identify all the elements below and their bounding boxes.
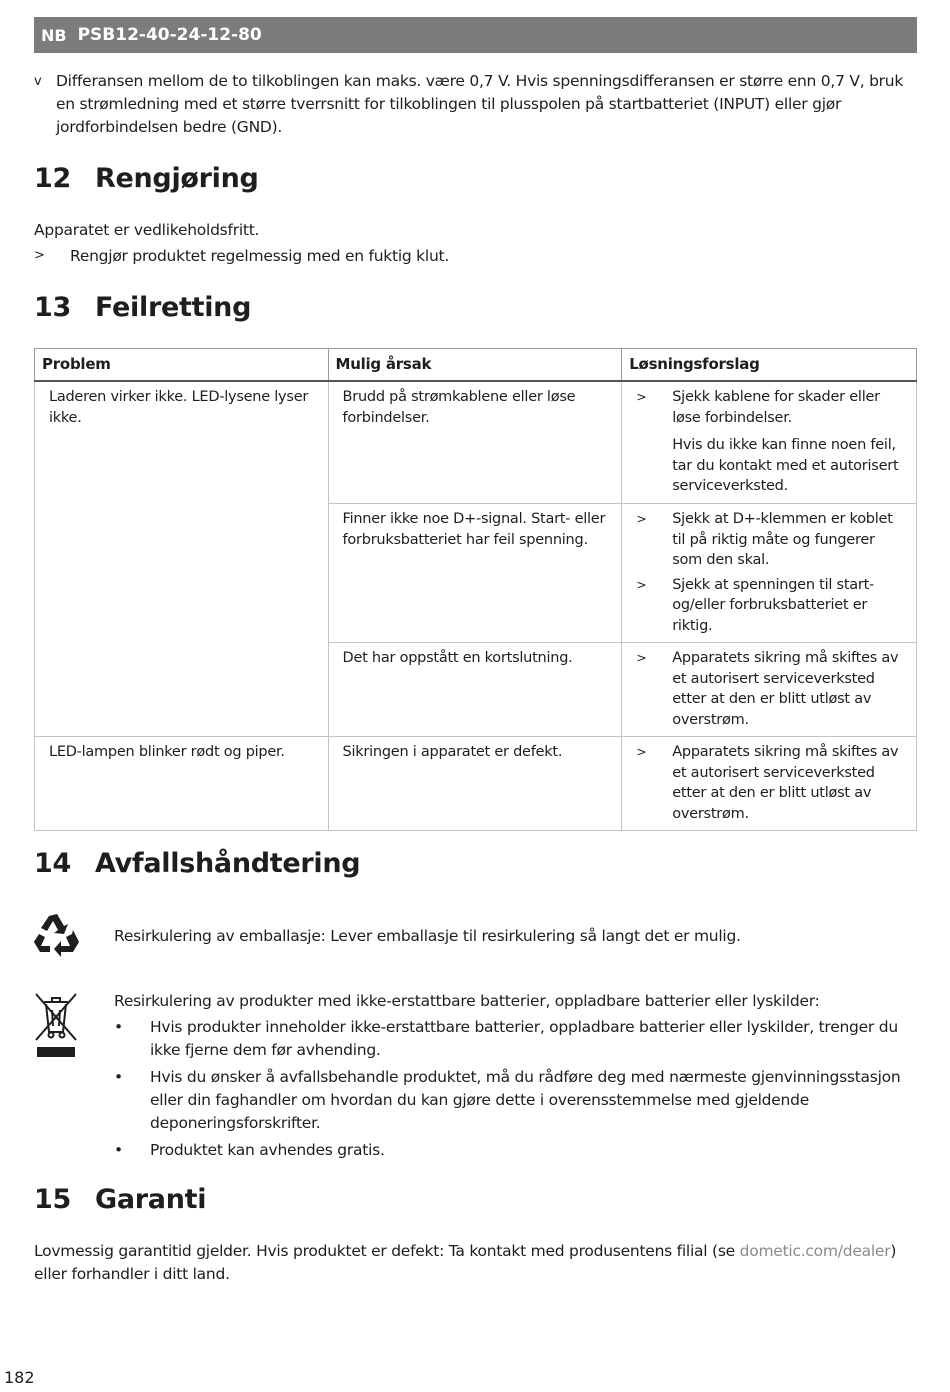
solution-text: Sjekk at spenningen til start- og/eller forbruksbatteriet er riktig.	[672, 576, 875, 634]
problem-cell: Laderen virker ikke. LED-lysene lyser ikke.	[35, 381, 329, 737]
solution-item	[636, 575, 902, 637]
header-problem: Problem	[35, 349, 329, 382]
recycle-packaging-text: Resirkulering av emballasje: Lever emballasje til resirkulering så langt det er mulig.	[114, 927, 741, 945]
intro-paragraph	[34, 70, 914, 139]
list-item	[114, 1139, 914, 1162]
header-bar	[34, 17, 917, 53]
intro-text: Differansen mellom de to tilkoblingen kan maks. være 0,7 V. Hvis spenningsdifferansen er større enn 0,7 V, bruk en strømledning med et større tverrsnitt for tilkoblingen til plusspolen på startbatteriet (INPUT) eller gjør jordforbindelsen bedre (GND).	[56, 72, 904, 136]
weee-bullet-list	[114, 1016, 914, 1166]
solution-note: Hvis du ikke kan finne noen feil, tar du kontakt med et autorisert serviceverksted.	[672, 437, 899, 494]
solution-item	[636, 648, 902, 730]
section-number: 14	[34, 848, 71, 879]
cause-cell: Brudd på strømkablene eller løse forbindelser.	[328, 381, 622, 504]
maintenance-text: Apparatet er vedlikeholdsfritt.	[34, 221, 260, 239]
dealer-link[interactable]: dometic.com/dealer	[739, 1242, 891, 1260]
section-title: Feilretting	[95, 292, 252, 323]
list-item	[114, 1066, 914, 1135]
solution-arrow: >	[636, 744, 647, 759]
table-row	[35, 737, 917, 831]
recycle-icon	[33, 912, 81, 958]
header-cause: Mulig årsak	[328, 349, 622, 382]
solution-cell	[622, 643, 917, 737]
warranty-text	[34, 1240, 914, 1286]
header-solution: Løsningsforslag	[622, 349, 917, 382]
solution-text: Apparatets sikring må skiftes av et autorisert serviceverksted etter at den er blitt utløst av overstrøm.	[672, 650, 899, 728]
problem-cell: LED-lampen blinker rødt og piper.	[35, 737, 329, 831]
list-item-text: Hvis produkter inneholder ikke-erstattbare batterier, oppladbare batterier eller lyskilder, trenger du ikke fjerne dem før avhending.	[150, 1018, 898, 1059]
solution-arrow: >	[636, 389, 647, 404]
table-header-row	[35, 349, 917, 382]
step-marker: >	[34, 248, 45, 263]
cleaning-step: Rengjør produktet regelmessig med en fuktig klut.	[70, 247, 450, 265]
solution-item	[636, 509, 902, 571]
solution-cell	[622, 504, 917, 643]
section-title: Rengjøring	[95, 163, 259, 194]
list-item-text: Produktet kan avhendes gratis.	[150, 1141, 385, 1159]
solution-cell	[622, 737, 917, 831]
bullet-dot: •	[114, 1018, 123, 1036]
section-title: Avfallshåndtering	[95, 848, 361, 879]
section-14-heading	[34, 848, 360, 879]
list-item	[114, 1016, 914, 1062]
bullet-dot: •	[114, 1141, 123, 1159]
section-12-heading	[34, 163, 259, 194]
section-13-heading	[34, 292, 251, 323]
warranty-text-end: ) eller forhandler i ditt land.	[34, 1242, 897, 1283]
solution-text: Sjekk at D+-klemmen er koblet til på riktig måte og fungerer som den skal.	[672, 511, 893, 568]
warranty-text-start: Lovmessig garantitid gjelder. Hvis produktet er defekt: Ta kontakt med produsentens filial (se	[34, 1242, 740, 1260]
solution-cell	[622, 381, 917, 504]
cause-cell: Sikringen i apparatet er defekt.	[328, 737, 622, 831]
section-15-heading	[34, 1184, 206, 1215]
solution-arrow: >	[636, 576, 647, 592]
solution-arrow: >	[636, 511, 647, 526]
solution-text: Apparatets sikring må skiftes av et autorisert serviceverksted etter at den er blitt utløst av overstrøm.	[672, 744, 899, 822]
list-item-text: Hvis du ønsker å avfallsbehandle produktet, må du rådføre deg med nærmeste gjenvinningsstasjon eller din faghandler om hvordan du kan gjøre dette i overensstemmelse med gjeldende deponeringsforskrifter.	[150, 1068, 901, 1132]
intro-marker: v	[34, 74, 42, 89]
page-number: 182	[4, 1368, 35, 1387]
cause-cell: Det har oppstått en kortslutning.	[328, 643, 622, 737]
troubleshooting-table	[34, 348, 917, 831]
solution-item	[636, 742, 902, 824]
table-row	[35, 381, 917, 504]
language-code: NB	[41, 25, 67, 45]
weee-intro-text: Resirkulering av produkter med ikke-erstattbare batterier, oppladbare batterier eller lyskilder:	[114, 992, 820, 1010]
solution-text: Sjekk kablene for skader eller løse forbindelser.	[672, 389, 880, 426]
model-number: PSB12-40-24-12-80	[77, 25, 262, 45]
solution-item	[636, 387, 902, 428]
solution-arrow: >	[636, 650, 647, 665]
bullet-dot: •	[114, 1068, 123, 1086]
section-number: 15	[34, 1184, 71, 1215]
section-number: 13	[34, 292, 71, 323]
crossed-bin-icon	[34, 992, 78, 1060]
cause-cell: Finner ikke noe D+-signal. Start- eller forbruksbatteriet har feil spenning.	[328, 504, 622, 643]
section-title: Garanti	[95, 1184, 207, 1215]
section-number: 12	[34, 163, 71, 194]
